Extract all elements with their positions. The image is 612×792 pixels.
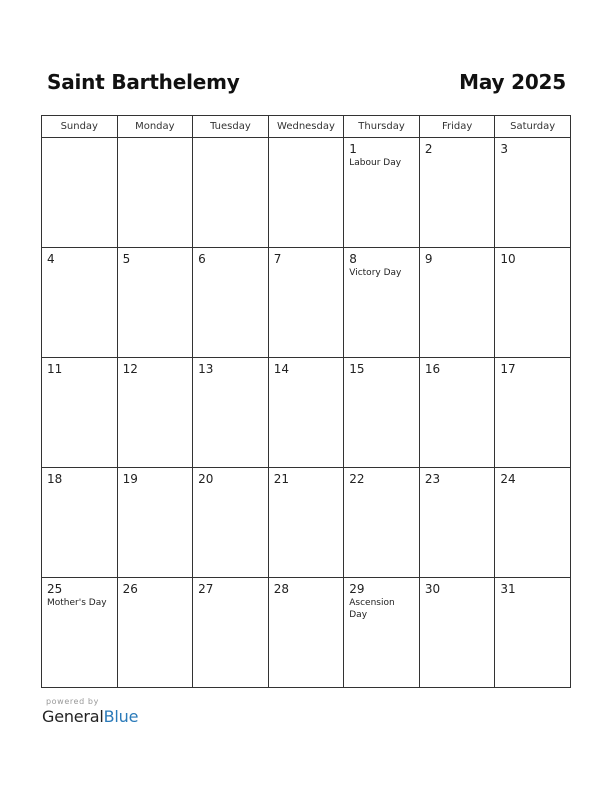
holiday-label: Victory Day bbox=[349, 268, 402, 278]
day-number: 8 bbox=[349, 252, 357, 266]
holiday-label bbox=[495, 266, 570, 267]
day-number: 18 bbox=[47, 472, 63, 486]
day-cell bbox=[268, 138, 344, 248]
day-number: 5 bbox=[122, 252, 131, 266]
holiday-label bbox=[495, 486, 570, 487]
holiday-label bbox=[269, 376, 344, 377]
day-number: 19 bbox=[122, 472, 138, 486]
day-number: 16 bbox=[424, 362, 441, 376]
holiday-label bbox=[193, 142, 268, 143]
day-cell bbox=[268, 578, 344, 688]
day-cell bbox=[268, 358, 344, 468]
day-number: 22 bbox=[349, 472, 365, 486]
day-cell bbox=[193, 468, 269, 578]
day-cell bbox=[495, 248, 571, 358]
day-cell bbox=[495, 468, 571, 578]
holiday-label: Labour Day bbox=[349, 158, 402, 168]
weekday-header-row bbox=[42, 116, 571, 138]
day-cell bbox=[419, 358, 495, 468]
day-number: 12 bbox=[122, 362, 138, 376]
holiday-label bbox=[495, 596, 570, 597]
holiday-label bbox=[420, 376, 495, 377]
holiday-label bbox=[193, 486, 268, 487]
weekday-header: Sunday bbox=[42, 116, 118, 138]
day-number: 1 bbox=[349, 142, 357, 156]
holiday-label: Mother's Day bbox=[47, 598, 107, 608]
day-cell bbox=[268, 248, 344, 358]
day-number: 24 bbox=[500, 472, 516, 486]
holiday-label bbox=[420, 266, 495, 267]
weekday-header: Saturday bbox=[495, 116, 571, 138]
holiday-label bbox=[269, 596, 344, 597]
day-cell bbox=[42, 138, 118, 248]
day-cell bbox=[42, 248, 118, 358]
week-row bbox=[42, 248, 571, 358]
day-number: 11 bbox=[47, 362, 63, 376]
holiday-label bbox=[420, 596, 495, 597]
week-row bbox=[42, 138, 571, 248]
day-number: 4 bbox=[47, 252, 55, 266]
holiday-label bbox=[42, 486, 117, 487]
holiday-label bbox=[420, 156, 495, 157]
day-number: 9 bbox=[424, 252, 433, 266]
holiday-label bbox=[420, 486, 495, 487]
week-row bbox=[42, 468, 571, 578]
day-number: 14 bbox=[273, 362, 289, 376]
day-cell bbox=[193, 248, 269, 358]
holiday-label bbox=[193, 266, 268, 267]
holiday-label bbox=[118, 266, 193, 267]
weekday-header: Wednesday bbox=[268, 116, 344, 138]
holiday-label bbox=[118, 376, 193, 377]
logo-text-blue: Blue bbox=[103, 707, 139, 726]
holiday-label: Ascension Day bbox=[349, 598, 395, 620]
day-number: 28 bbox=[273, 582, 289, 596]
holiday-label bbox=[42, 376, 117, 377]
day-cell bbox=[117, 358, 193, 468]
day-number: 25 bbox=[47, 582, 63, 596]
day-cell bbox=[495, 578, 571, 688]
day-number: 6 bbox=[198, 252, 206, 266]
holiday-label bbox=[269, 486, 344, 487]
day-cell bbox=[117, 248, 193, 358]
weekday-header: Friday bbox=[419, 116, 495, 138]
day-number: 23 bbox=[424, 472, 441, 486]
day-number: 3 bbox=[500, 142, 509, 156]
day-cell bbox=[193, 138, 269, 248]
day-cell bbox=[117, 468, 193, 578]
day-cell bbox=[495, 138, 571, 248]
day-number: 2 bbox=[424, 142, 433, 156]
day-cell bbox=[419, 468, 495, 578]
holiday-label bbox=[193, 596, 268, 597]
day-number: 31 bbox=[500, 582, 516, 596]
day-number: 17 bbox=[500, 362, 516, 376]
holiday-label bbox=[42, 142, 117, 143]
day-number: 7 bbox=[273, 252, 282, 266]
holiday-label bbox=[495, 376, 570, 377]
holiday-label bbox=[42, 266, 117, 267]
day-number: 10 bbox=[500, 252, 516, 266]
day-number: 15 bbox=[349, 362, 365, 376]
calendar-month-title: May 2025 bbox=[459, 70, 566, 94]
holiday-label bbox=[193, 376, 268, 377]
day-cell bbox=[117, 138, 193, 248]
week-row bbox=[42, 358, 571, 468]
weekday-header: Monday bbox=[117, 116, 193, 138]
day-cell bbox=[419, 138, 495, 248]
powered-by-text: powered by bbox=[46, 697, 99, 706]
day-cell bbox=[42, 358, 118, 468]
holiday-label bbox=[118, 142, 193, 143]
generalblue-logo bbox=[42, 707, 138, 726]
holiday-label bbox=[344, 486, 419, 487]
day-number: 29 bbox=[349, 582, 365, 596]
holiday-label bbox=[269, 142, 344, 143]
week-row bbox=[42, 578, 571, 688]
day-cell bbox=[42, 468, 118, 578]
day-number: 26 bbox=[122, 582, 138, 596]
day-cell bbox=[117, 578, 193, 688]
weekday-header: Tuesday bbox=[193, 116, 269, 138]
footer-branding bbox=[42, 697, 138, 726]
holiday-label bbox=[118, 486, 193, 487]
day-cell bbox=[344, 468, 420, 578]
holiday-label bbox=[118, 596, 193, 597]
holiday-label bbox=[495, 156, 570, 157]
weekday-header: Thursday bbox=[344, 116, 420, 138]
day-cell bbox=[344, 578, 420, 688]
day-cell bbox=[419, 578, 495, 688]
day-number: 13 bbox=[198, 362, 214, 376]
day-cell bbox=[193, 358, 269, 468]
day-cell bbox=[268, 468, 344, 578]
day-cell bbox=[193, 578, 269, 688]
day-cell bbox=[419, 248, 495, 358]
holiday-label bbox=[269, 266, 344, 267]
day-cell bbox=[344, 248, 420, 358]
calendar-country-title: Saint Barthelemy bbox=[47, 70, 240, 94]
day-number: 20 bbox=[198, 472, 214, 486]
holiday-label bbox=[344, 376, 419, 377]
day-number: 27 bbox=[198, 582, 214, 596]
day-number: 21 bbox=[273, 472, 289, 486]
day-number: 30 bbox=[424, 582, 441, 596]
logo-text-general: General bbox=[42, 707, 104, 726]
day-cell bbox=[495, 358, 571, 468]
day-cell bbox=[344, 138, 420, 248]
day-cell bbox=[344, 358, 420, 468]
day-cell bbox=[42, 578, 118, 688]
calendar-grid bbox=[41, 115, 571, 688]
